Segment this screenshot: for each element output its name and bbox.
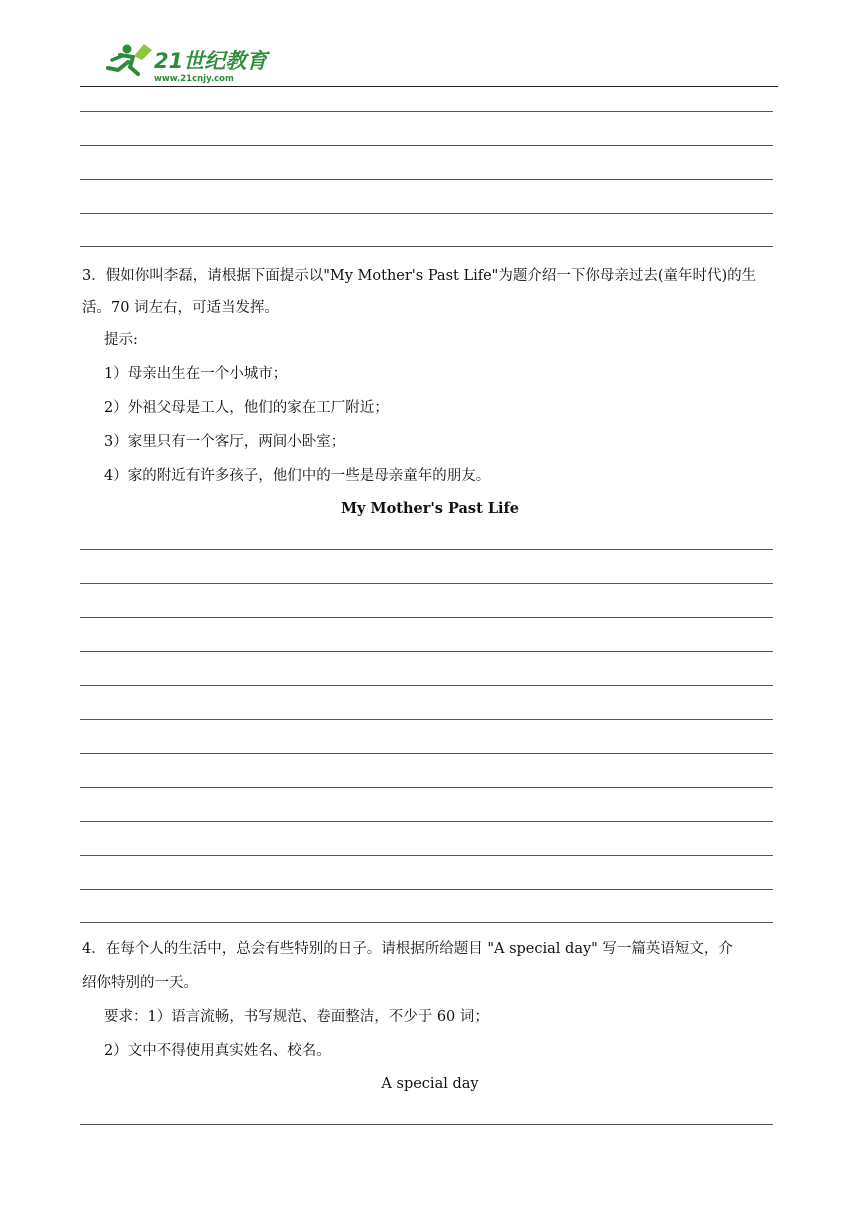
q3-prompt-line1: 3．假如你叫李磊，请根据下面提示以"My Mother's Past Life"为题介绍一下你母亲过去(童年时代)的生 xyxy=(82,268,757,284)
q3-hint-3: 3）家里只有一个客厅，两间小卧室； xyxy=(104,434,346,450)
q4-prompt-line2: 绍你特别的一天。 xyxy=(82,975,198,991)
q3-hint-2: 2）外祖父母是工人，他们的家在工厂附近； xyxy=(104,400,389,416)
writing-line xyxy=(80,855,773,856)
q3-hint-4: 4）家的附近有许多孩子，他们中的一些是母亲童年的朋友。 xyxy=(104,468,491,484)
writing-line xyxy=(80,753,773,754)
writing-line xyxy=(80,685,773,686)
writing-line xyxy=(80,922,773,923)
writing-line xyxy=(80,1124,773,1125)
header-rule xyxy=(80,86,778,87)
q3-hint-1: 1）母亲出生在一个小城市； xyxy=(104,366,288,382)
writing-line xyxy=(80,821,773,822)
logo-text: 21世纪教育 xyxy=(154,49,268,73)
q4-requirement-2: 2）文中不得使用真实姓名、校名。 xyxy=(104,1043,331,1059)
writing-line xyxy=(80,179,773,180)
writing-line xyxy=(80,889,773,890)
q3-hint-label: 提示: xyxy=(104,332,138,348)
q3-essay-title: My Mother's Past Life xyxy=(341,500,519,517)
runner-icon xyxy=(108,44,152,74)
writing-line xyxy=(80,111,773,112)
writing-line xyxy=(80,651,773,652)
writing-line xyxy=(80,145,773,146)
writing-line xyxy=(80,583,773,584)
q4-essay-title: A special day xyxy=(381,1076,479,1092)
site-logo xyxy=(100,40,270,86)
q3-prompt-line2: 活。70 词左右，可适当发挥。 xyxy=(82,300,280,316)
writing-line xyxy=(80,213,773,214)
q4-requirement-1: 要求：1）语言流畅，书写规范、卷面整洁，不少于 60 词； xyxy=(104,1009,489,1025)
writing-line xyxy=(80,246,773,247)
writing-line xyxy=(80,787,773,788)
q4-prompt-line1: 4．在每个人的生活中，总会有些特别的日子。请根据所给题目 "A special day" 写一篇英语短文，介 xyxy=(82,941,733,957)
writing-line xyxy=(80,719,773,720)
writing-line xyxy=(80,549,773,550)
logo-url: www.21cnjy.com xyxy=(154,74,234,84)
writing-line xyxy=(80,617,773,618)
